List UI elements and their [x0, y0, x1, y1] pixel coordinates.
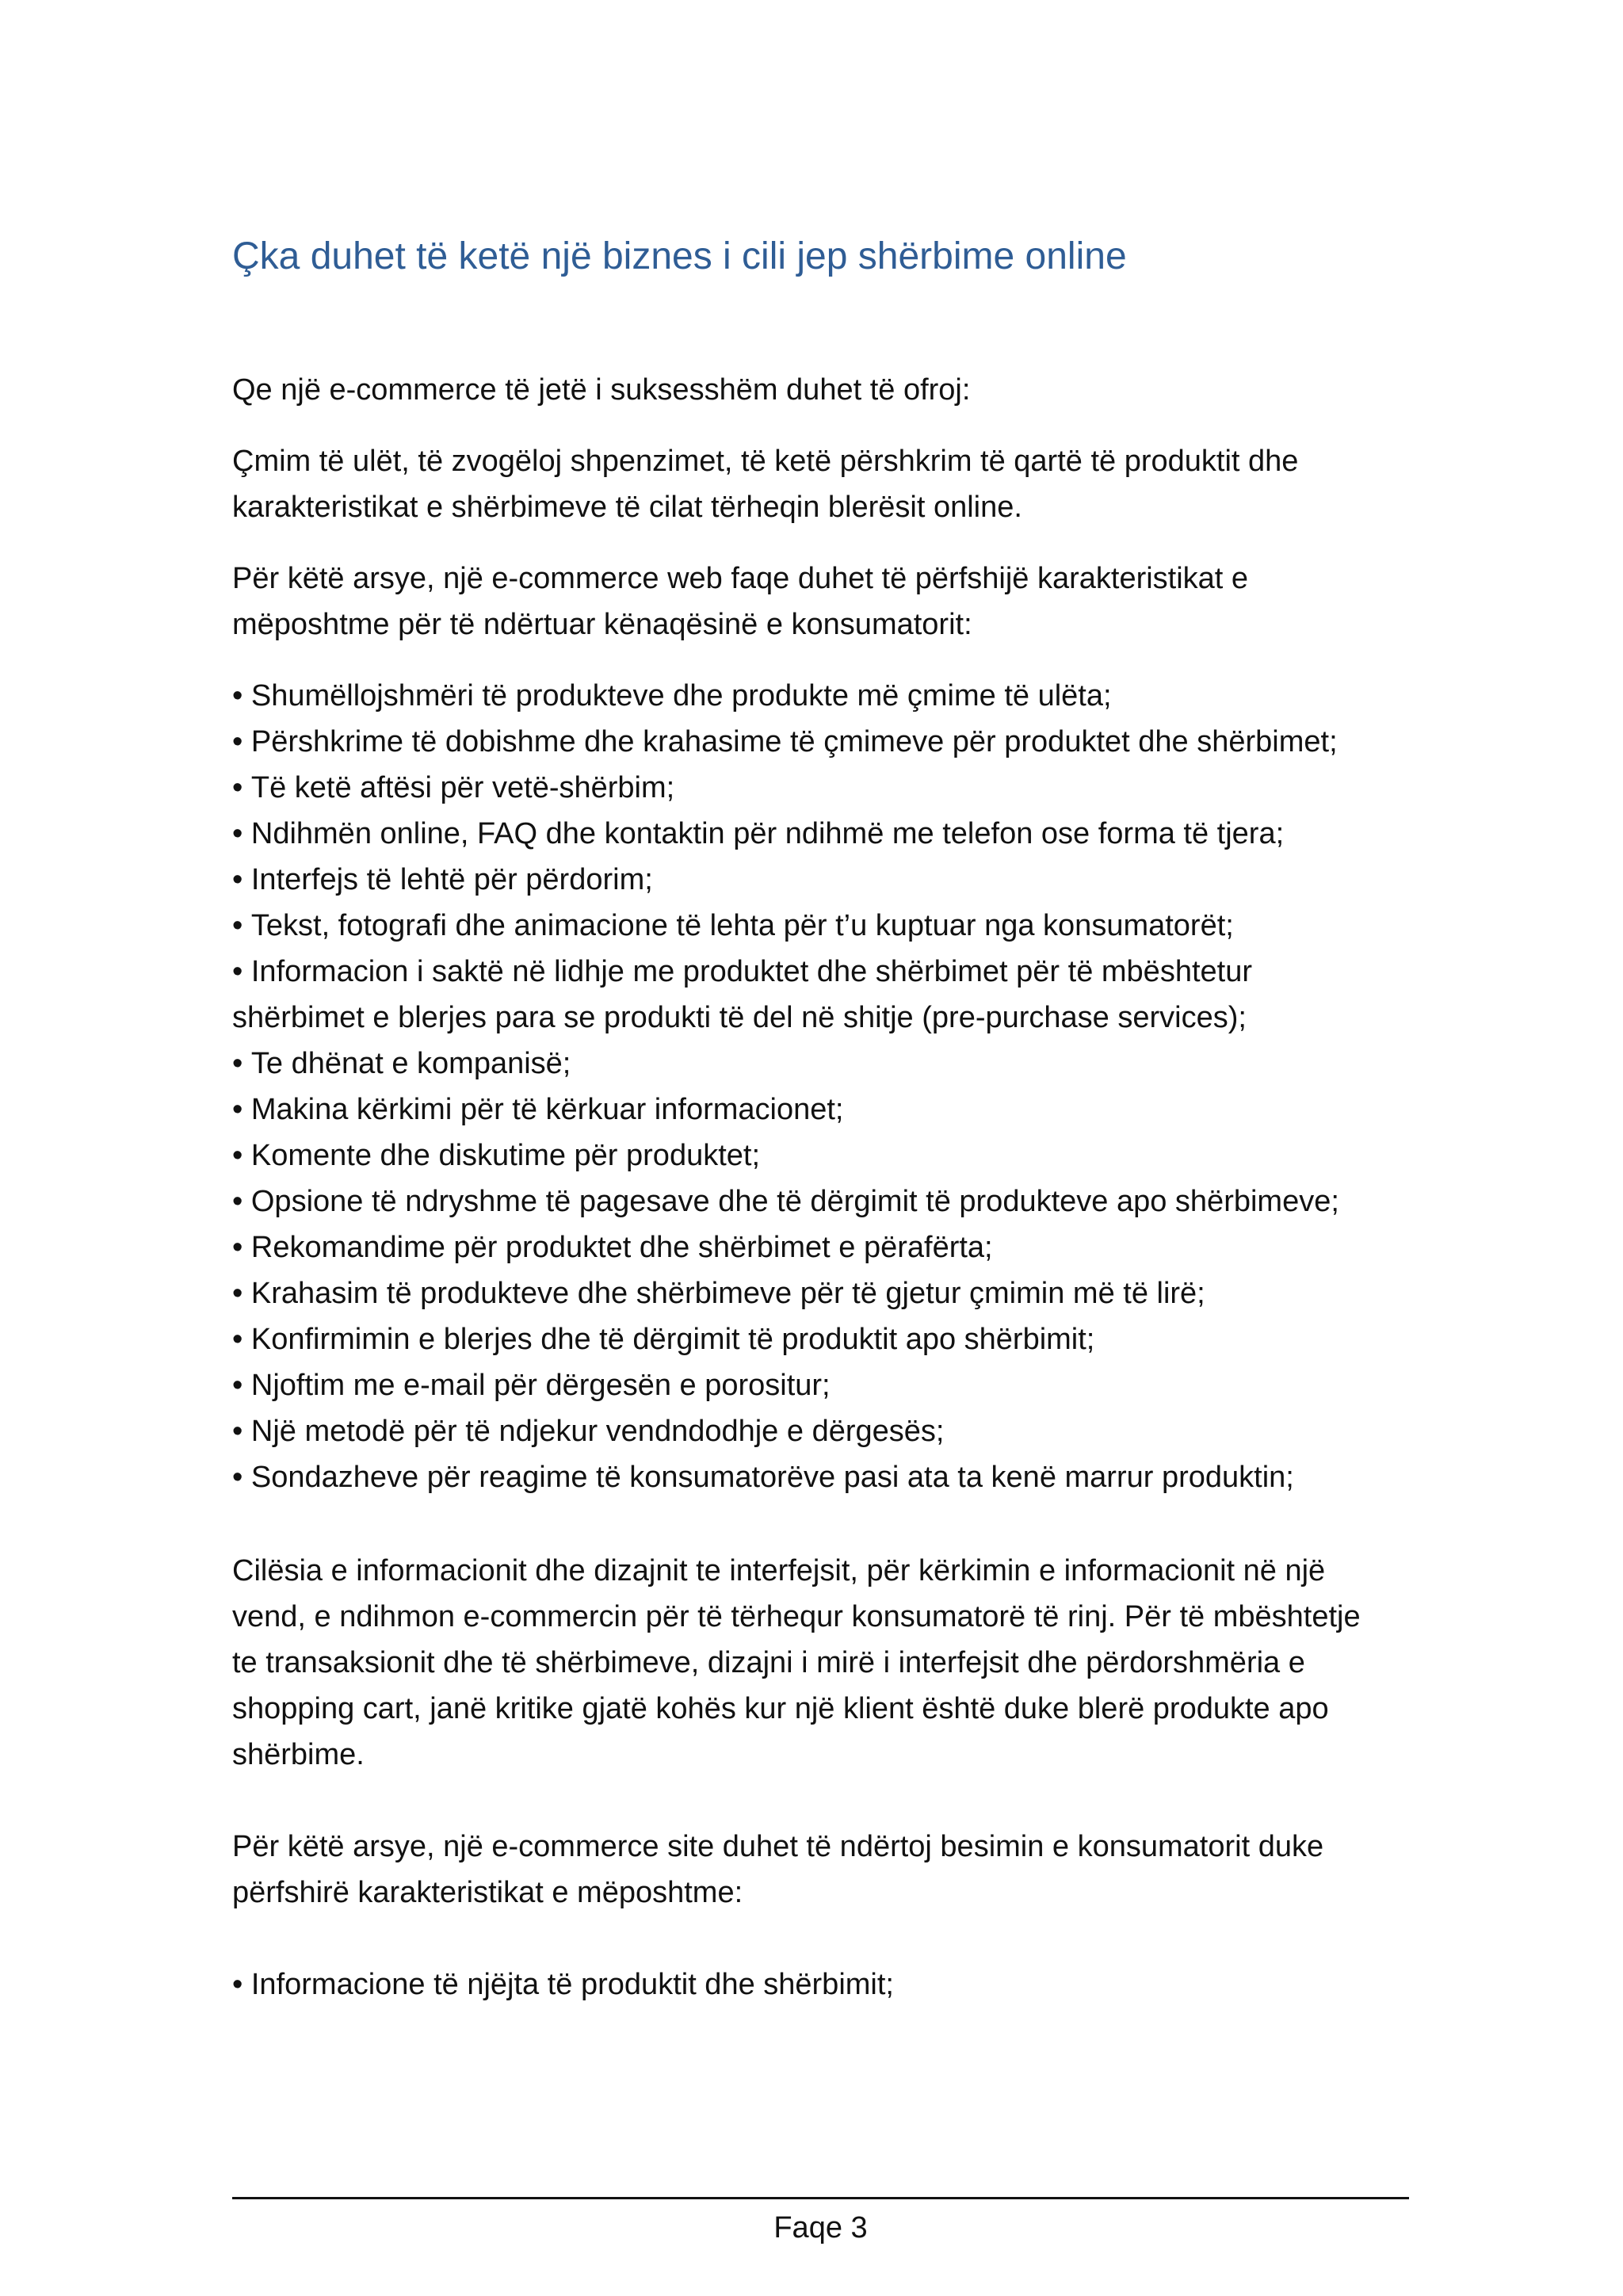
section-spacer: [232, 1941, 1389, 1962]
list-item: • Ndihmën online, FAQ dhe kontaktin për ndihmë me telefon ose forma të tjera;: [232, 811, 1389, 857]
list-item: • Informacione të njëjta të produktit dhe shërbimit;: [232, 1962, 1389, 2008]
document-body: [232, 367, 1389, 2008]
list-item: • Shumëllojshmëri të produkteve dhe produkte më çmime të ulëta;: [232, 673, 1389, 719]
list-item: • Opsione të ndryshme të pagesave dhe të dërgimit të produkteve apo shërbimeve;: [232, 1179, 1389, 1224]
features-bullet-list: [232, 673, 1389, 1500]
intro-paragraph: Qe një e-commerce të jetë i suksesshëm duhet të ofroj:: [232, 373, 971, 407]
list-item: • Sondazheve për reagime të konsumatorëve pasi ata ta kenë marrur produktin;: [232, 1454, 1389, 1500]
list-item: • Rekomandime për produktet dhe shërbimet e përafërta;: [232, 1224, 1389, 1270]
section-heading: Çka duhet të ketë një biznes i cili jep shërbime online: [232, 235, 1127, 277]
list-item: • Te dhënat e kompanisë;: [232, 1041, 1389, 1087]
list-item: • Përshkrime të dobishme dhe krahasime të çmimeve për produktet dhe shërbimet;: [232, 719, 1389, 765]
features-lead-paragraph: Për këtë arsye, një e-commerce web faqe duhet të përfshijë karakteristikat e mëposhtme për të ndërtuar kënaqësinë e konsumatorit:: [232, 562, 1249, 641]
trust-lead-paragraph: Për këtë arsye, një e-commerce site duhet të ndërtoj besimin e konsumatorit duke përfshirë karakteristikat e mëposhtme:: [232, 1830, 1324, 1909]
footer-divider: [232, 2197, 1409, 2199]
interface-quality-paragraph: Cilësia e informacionit dhe dizajnit te interfejsit, për kërkimin e informacionit në një vend, e ndihmon e-commercin për të tërhequr konsumatorë të rinj. Për të mbështetje te transaksionit dhe të shërbimeve, dizajni i mirë i interfejsit dhe përdorshmëria e shopping cart, janë kritike gjatë kohës kur një klient është duke blerë produkte apo shërbime.: [232, 1554, 1361, 1771]
price-description-paragraph: Çmim të ulët, të zvogëloj shpenzimet, të ketë përshkrim të qartë të produktit dhe karakteristikat e shërbimeve të cilat tërheqin blerësit online.: [232, 445, 1299, 524]
list-item: • Komente dhe diskutime për produktet;: [232, 1133, 1389, 1179]
list-item: • Makina kërkimi për të kërkuar informacionet;: [232, 1087, 1389, 1133]
list-item: • Konfirmimin e blerjes dhe të dërgimit të produktit apo shërbimit;: [232, 1316, 1389, 1362]
section-spacer: [232, 1500, 1389, 1548]
page-number: Faqe 3: [773, 2211, 868, 2244]
list-item: • Interfejs të lehtë për përdorim;: [232, 857, 1389, 903]
list-item: • Krahasim të produkteve dhe shërbimeve për të gjetur çmimin më të lirë;: [232, 1270, 1389, 1316]
section-spacer: [232, 1803, 1389, 1824]
list-item: • Një metodë për të ndjekur vendndodhje e dërgesës;: [232, 1408, 1389, 1454]
list-item: • Njoftim me e-mail për dërgesën e porositur;: [232, 1362, 1389, 1408]
list-item: • Informacion i saktë në lidhje me produktet dhe shërbimet për të mbështetur shërbimet e blerjes para se produkti të del në shitje (pre-purchase services);: [232, 949, 1389, 1041]
list-item: • Të ketë aftësi për vetë-shërbim;: [232, 765, 1389, 811]
list-item: • Tekst, fotografi dhe animacione të lehta për t’u kuptuar nga konsumatorët;: [232, 903, 1389, 949]
trust-bullet-list: [232, 1962, 1389, 2008]
